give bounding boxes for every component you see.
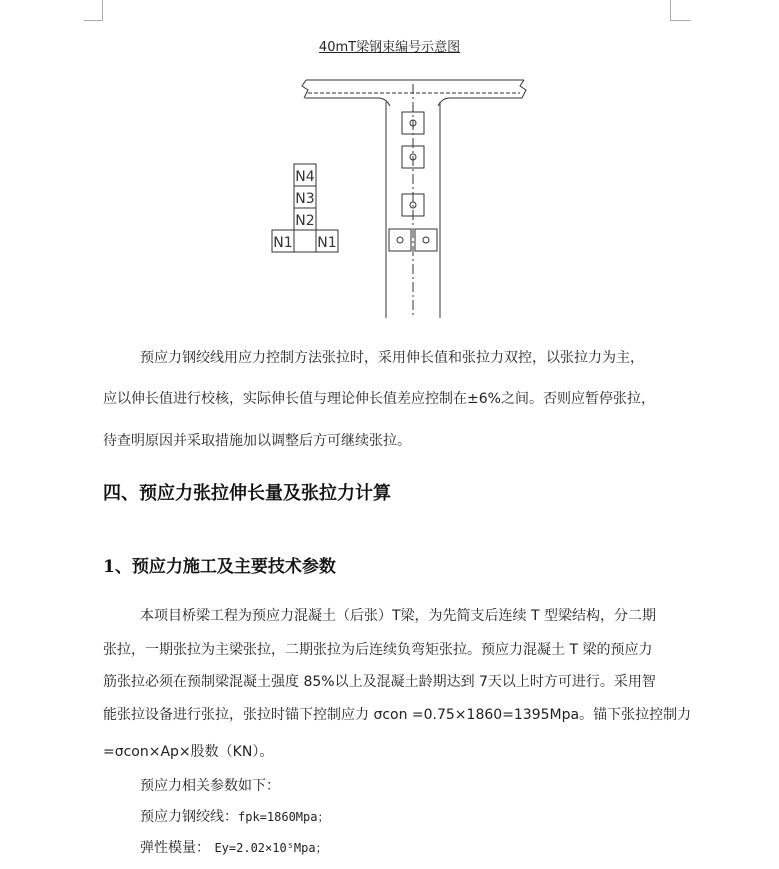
crop-mark-top-left-vertical — [102, 0, 103, 20]
crop-mark-top-right-vertical — [670, 0, 671, 20]
param-modulus-line — [140, 837, 328, 857]
label-n4: N4 — [295, 169, 315, 185]
param-modulus-label: 弹性模量： — [140, 840, 210, 856]
paragraph-line: 本项目桥梁工程为预应力混凝土（后张）T梁，为先简支后连续 T 型梁结构，分二期 — [140, 608, 657, 624]
crop-mark-top-left-horizontal — [84, 20, 103, 21]
break-mark-right — [520, 80, 526, 98]
params-intro-text: 预应力相关参数如下： — [140, 778, 280, 794]
paragraph-tension-control — [103, 347, 668, 447]
label-n2: N2 — [295, 213, 315, 229]
paragraph-line: 预应力钢绞线用应力控制方法张拉时，采用伸长值和张拉力双控，以张拉力为主， — [140, 350, 644, 366]
tendon-numbering-diagram — [260, 72, 540, 324]
crop-mark-top-right-horizontal — [670, 20, 691, 21]
subsection-heading: 1、预应力施工及主要技术参数 — [103, 557, 336, 577]
paragraph-line: 能张拉设备进行张拉，张拉时锚下控制应力 σcon =0.75×1860=1395Mpa。锚下张拉控制力 — [103, 707, 692, 723]
label-n1-left: N1 — [273, 235, 293, 251]
flange-bottom-right — [438, 98, 522, 106]
param-strand-line — [140, 806, 329, 826]
paragraph-line: 待查明原因并采取措施加以调整后方可继续张拉。 — [103, 433, 411, 449]
flange-bottom-left — [305, 98, 390, 106]
label-n3: N3 — [295, 191, 315, 207]
label-box-n1-center — [294, 230, 316, 252]
section-heading: 四、预应力张拉伸长量及张拉力计算 — [103, 483, 391, 504]
paragraph-line: 应以伸长值进行校核，实际伸长值与理论伸长值差应控制在±6%之间。否则应暂停张拉， — [103, 391, 655, 407]
paragraph-line: 张拉，一期张拉为主梁张拉，二期张拉为后连续负弯矩张拉。预应力混凝土 T 梁的预应力 — [103, 642, 653, 658]
paragraph-project-description — [103, 605, 692, 765]
param-strand-label: 预应力钢绞线： — [140, 809, 238, 825]
label-n1-right: N1 — [317, 235, 337, 251]
paragraph-line: =σcon×Ap×股数（KN）。 — [103, 744, 274, 760]
param-modulus-value: Ey=2.02×10⁵Mpa； — [214, 841, 328, 855]
duct-n1-left — [389, 229, 411, 251]
param-strand-value: fpk=1860Mpa； — [238, 810, 330, 824]
duct-n1-right — [415, 229, 437, 251]
break-mark-left — [302, 80, 308, 98]
figure-title: 40mT梁钢束编号示意图 — [318, 40, 461, 55]
paragraph-line: 筋张拉必须在预制梁混凝土强度 85%以上及混凝土龄期达到 7天以上时方可进行。采用智 — [103, 674, 656, 690]
